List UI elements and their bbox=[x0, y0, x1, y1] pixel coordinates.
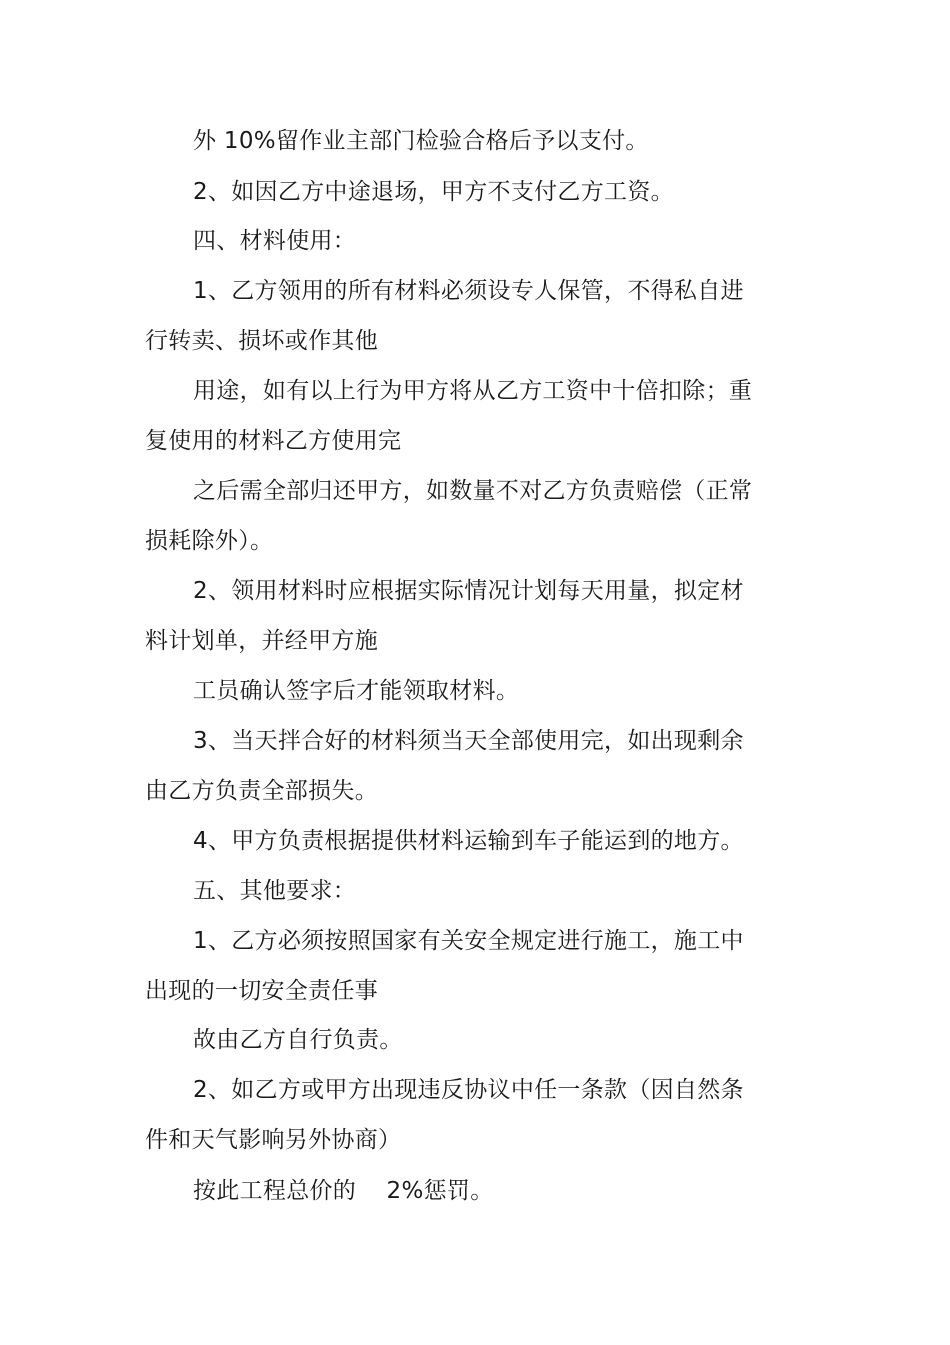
text-line: 行转卖、损坏或作其他 bbox=[145, 328, 378, 354]
text-line: 故由乙方自行负责。 bbox=[193, 1027, 403, 1053]
text-line: 2、领用材料时应根据实际情况计划每天用量，拟定材 bbox=[193, 578, 744, 604]
text-line: 按此工程总价的 2%惩罚。 bbox=[193, 1178, 494, 1204]
text-line: 1、乙方领用的所有材料必须设专人保管，不得私自进 bbox=[193, 278, 744, 304]
text-line: 复使用的材料乙方使用完 bbox=[145, 428, 402, 454]
text-line: 由乙方负责全部损失。 bbox=[145, 778, 378, 804]
text-line: 4、甲方负责根据提供材料运输到车子能运到的地方。 bbox=[193, 828, 744, 854]
text-line: 用途，如有以上行为甲方将从乙方工资中十倍扣除；重 bbox=[193, 378, 753, 404]
text-line: 之后需全部归还甲方，如数量不对乙方负责赔偿（正常 bbox=[193, 478, 753, 504]
text-line: 3、当天拌合好的材料须当天全部使用完，如出现剩余 bbox=[193, 728, 744, 754]
section-heading: 五、其他要求： bbox=[193, 878, 357, 904]
text-line: 2、如因乙方中途退场，甲方不支付乙方工资。 bbox=[193, 179, 674, 205]
section-heading: 四、材料使用： bbox=[193, 228, 357, 254]
text-line: 损耗除外）。 bbox=[145, 528, 274, 554]
text-line: 外 10%留作业主部门检验合格后予以支付。 bbox=[193, 128, 649, 154]
text-line: 2、如乙方或甲方出现违反协议中任一条款（因自然条 bbox=[193, 1077, 744, 1103]
text-line: 料计划单，并经甲方施 bbox=[145, 628, 378, 654]
text-line: 1、乙方必须按照国家有关安全规定进行施工，施工中 bbox=[193, 928, 744, 954]
text-line: 件和天气影响另外协商） bbox=[145, 1127, 402, 1153]
text-line: 工员确认签字后才能领取材料。 bbox=[193, 678, 520, 704]
text-line: 出现的一切安全责任事 bbox=[145, 978, 378, 1004]
